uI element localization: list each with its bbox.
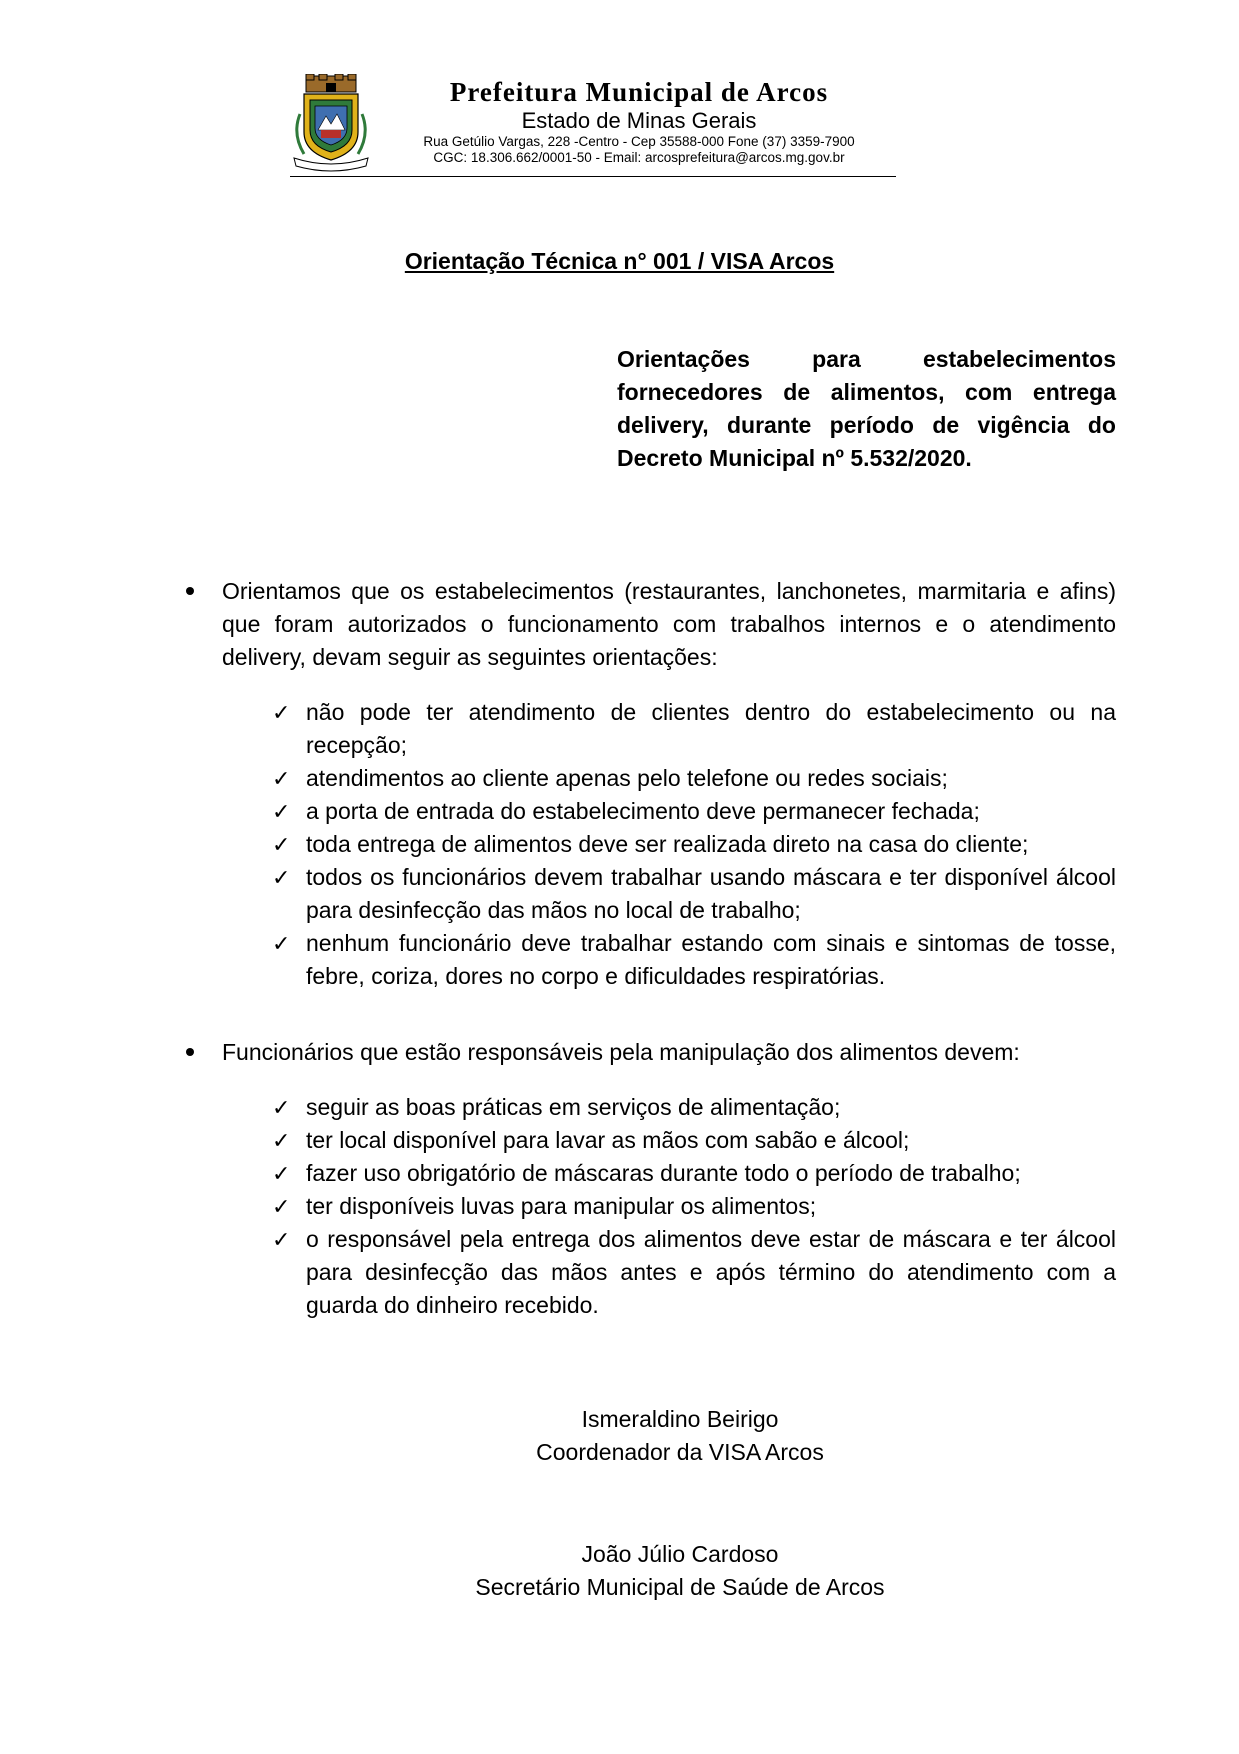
checklist-item bbox=[182, 861, 1116, 927]
signatory-name: João Júlio Cardoso bbox=[581, 1541, 779, 1567]
checklist-text: toda entrega de alimentos deve ser realizada direto na casa do cliente; bbox=[306, 831, 1029, 857]
checklist-item bbox=[182, 1157, 1116, 1190]
bullet-paragraph bbox=[182, 1036, 1116, 1069]
bullet-text: Orientamos que os estabelecimentos (restaurantes, lanchonetes, marmitaria e afins) que foram autorizados o funcionamento com trabalhos internos e o atendimento delivery, devam seguir as seguintes orientações: bbox=[222, 578, 1116, 670]
check-mark-icon: ✓ bbox=[272, 1194, 291, 1219]
signatory-role: Coordenador da VISA Arcos bbox=[536, 1439, 824, 1465]
document-title: Orientação Técnica n° 001 / VISA Arcos bbox=[404, 248, 835, 274]
address-line: Rua Getúlio Vargas, 228 -Centro - Cep 35588-000 Fone (37) 3359-7900 bbox=[423, 134, 855, 149]
check-mark-icon: ✓ bbox=[272, 799, 291, 824]
guidance-section-2 bbox=[182, 1036, 1116, 1322]
checklist-item bbox=[182, 762, 1116, 795]
signatory-role: Secretário Municipal de Saúde de Arcos bbox=[475, 1574, 885, 1600]
signature-secretary bbox=[430, 1538, 930, 1604]
letterhead-text bbox=[382, 72, 896, 166]
checklist-item bbox=[182, 795, 1116, 828]
bullet-text: Funcionários que estão responsáveis pela manipulação dos alimentos devem: bbox=[222, 1039, 1020, 1065]
check-mark-icon: ✓ bbox=[272, 700, 291, 725]
checklist-text: ter local disponível para lavar as mãos com sabão e álcool; bbox=[306, 1127, 910, 1153]
check-mark-icon: ✓ bbox=[272, 1161, 291, 1186]
check-mark-icon: ✓ bbox=[272, 1095, 291, 1120]
check-mark-icon: ✓ bbox=[272, 1227, 291, 1252]
bullet-dot-icon bbox=[186, 587, 194, 595]
checklist-item bbox=[182, 927, 1116, 993]
bullet-dot-icon bbox=[186, 1048, 194, 1056]
checklist-text: nenhum funcionário deve trabalhar estando com sinais e sintomas de tosse, febre, coriza, dores no corpo e dificuldades respiratórias. bbox=[306, 930, 1116, 989]
municipality-name: Prefeitura Municipal de Arcos bbox=[449, 77, 829, 107]
signatory-name: Ismeraldino Beirigo bbox=[581, 1406, 779, 1432]
letterhead bbox=[290, 72, 900, 180]
contact-line: CGC: 18.306.662/0001-50 - Email: arcosprefeitura@arcos.mg.gov.br bbox=[433, 150, 845, 165]
checklist-item bbox=[182, 828, 1116, 861]
check-mark-icon: ✓ bbox=[272, 766, 291, 791]
coat-of-arms-logo bbox=[290, 74, 372, 174]
checklist-item bbox=[182, 1091, 1116, 1124]
checklist-text: todos os funcionários devem trabalhar usando máscara e ter disponível álcool para desinfecção das mãos no local de trabalho; bbox=[306, 864, 1116, 923]
checklist-text: fazer uso obrigatório de máscaras durante todo o período de trabalho; bbox=[306, 1160, 1021, 1186]
checklist-item bbox=[182, 1223, 1116, 1322]
checklist-text: a porta de entrada do estabelecimento deve permanecer fechada; bbox=[306, 798, 980, 824]
checklist-text: o responsável pela entrega dos alimentos deve estar de máscara e ter álcool para desinfecção das mãos antes e após término do atendimento com a guarda do dinheiro recebido. bbox=[306, 1226, 1116, 1318]
letterhead-divider bbox=[290, 176, 896, 177]
checklist-text: ter disponíveis luvas para manipular os alimentos; bbox=[306, 1193, 817, 1219]
checklist-text: atendimentos ao cliente apenas pelo telefone ou redes sociais; bbox=[306, 765, 948, 791]
check-mark-icon: ✓ bbox=[272, 931, 291, 956]
checklist-item bbox=[182, 1124, 1116, 1157]
checklist-item bbox=[182, 696, 1116, 762]
check-mark-icon: ✓ bbox=[272, 1128, 291, 1153]
guidance-section-1 bbox=[182, 575, 1116, 993]
check-mark-icon: ✓ bbox=[272, 865, 291, 890]
state-name: Estado de Minas Gerais bbox=[521, 108, 757, 133]
document-subject: Orientações para estabelecimentos fornecedores de alimentos, com entrega delivery, durante período de vigência do Decreto Municipal nº 5.532/2020. bbox=[617, 346, 1116, 471]
checklist bbox=[182, 1091, 1116, 1322]
bullet-paragraph bbox=[182, 575, 1116, 674]
signature-coordinator bbox=[430, 1403, 930, 1469]
checklist bbox=[182, 696, 1116, 993]
checklist-item bbox=[182, 1190, 1116, 1223]
checklist-text: seguir as boas práticas em serviços de alimentação; bbox=[306, 1094, 841, 1120]
checklist-text: não pode ter atendimento de clientes dentro do estabelecimento ou na recepção; bbox=[306, 699, 1116, 758]
check-mark-icon: ✓ bbox=[272, 832, 291, 857]
coat-of-arms-icon bbox=[290, 74, 372, 174]
